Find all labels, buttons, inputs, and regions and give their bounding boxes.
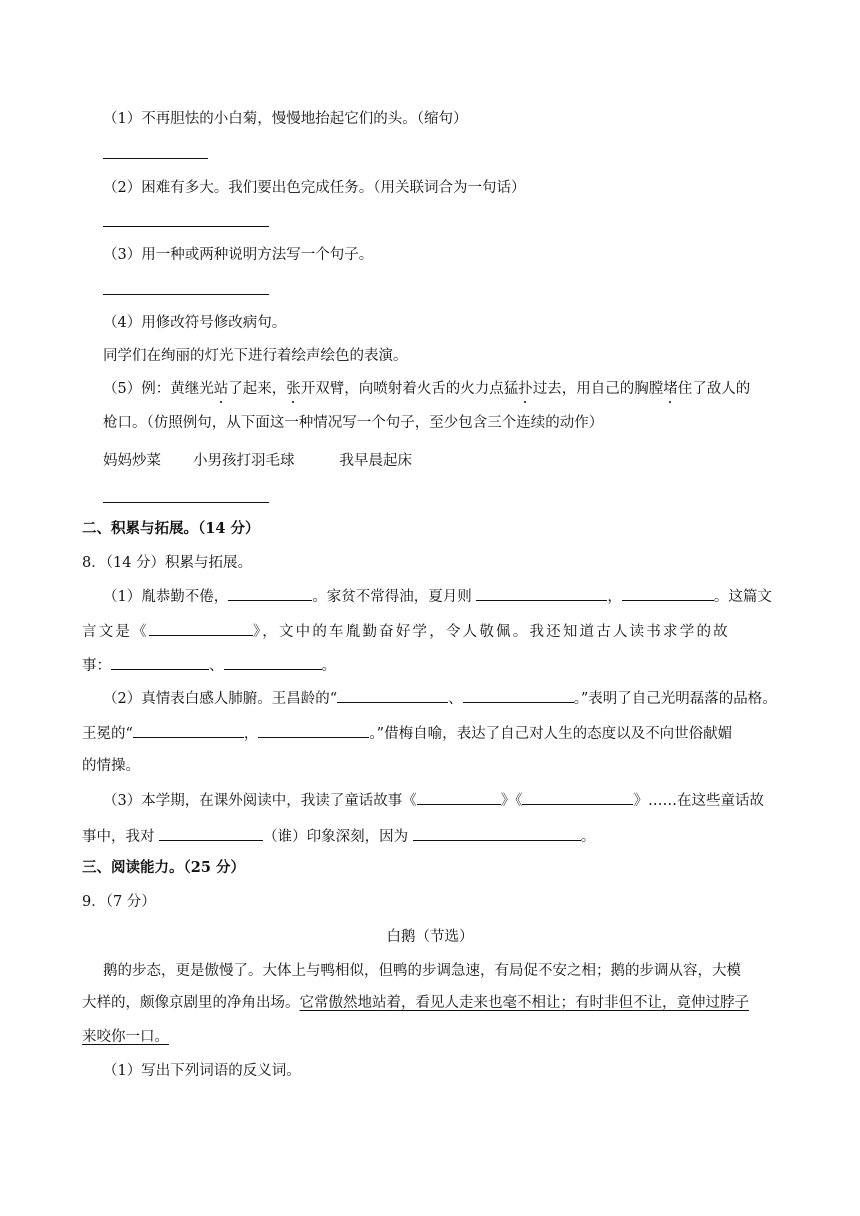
text: 》《 bbox=[500, 793, 523, 809]
text: （5）例：黄继光 bbox=[103, 381, 214, 397]
answer-blank[interactable] bbox=[522, 790, 633, 805]
text: 了起来， bbox=[228, 381, 287, 397]
answer-blank[interactable] bbox=[149, 621, 253, 636]
text: 。 bbox=[580, 829, 596, 845]
section-2-title: 二、积累与拓展。（14 分） bbox=[82, 520, 260, 537]
q7-item-2: （2）困难有多大。我们要出色完成任务。（用关联词合为一句话） bbox=[103, 180, 526, 196]
q9-header: 9．（7 分） bbox=[82, 894, 156, 910]
dotted-char: 扑 bbox=[518, 381, 533, 397]
answer-blank[interactable] bbox=[476, 586, 607, 601]
text: （1）胤恭勤不倦， bbox=[103, 589, 229, 605]
q8-part-2-line-3: 的情操。 bbox=[82, 758, 140, 774]
text: 。”借梅自喻，表达了自己对人生的态度以及不向世俗献媚 bbox=[369, 726, 733, 742]
text: （2）真情表白感人肺腑。王昌龄的“ bbox=[103, 691, 338, 707]
passage-line-2 bbox=[82, 993, 749, 1013]
text: 》，文中的车胤勤奋好学，令人敬佩。我还知道古人读书求学的故 bbox=[252, 624, 730, 640]
q7-item-1: （1）不再胆怯的小白菊，慢慢地抬起它们的头。（缩句） bbox=[103, 111, 468, 127]
text: 》……在这些童话故 bbox=[633, 793, 764, 809]
text: 住了敌人的 bbox=[677, 381, 751, 397]
answer-blank[interactable] bbox=[159, 826, 263, 841]
answer-blank[interactable] bbox=[417, 790, 501, 805]
answer-line[interactable] bbox=[103, 294, 269, 295]
text: 王冕的“ bbox=[82, 726, 133, 742]
text: 言文是《 bbox=[82, 624, 149, 640]
text: 。家贫不常得油，夏月则 bbox=[312, 589, 477, 605]
answer-blank[interactable] bbox=[622, 586, 714, 601]
q8-part-3-line-2 bbox=[82, 826, 595, 847]
text: 过去，用自己的胸膛 bbox=[532, 381, 664, 397]
q7-options bbox=[103, 451, 412, 471]
section-3-title: 三、阅读能力。（25 分） bbox=[82, 859, 245, 876]
text: 、 bbox=[448, 691, 463, 707]
text: 事： bbox=[82, 658, 111, 674]
answer-blank[interactable] bbox=[111, 655, 209, 670]
underlined-sentence: 来咬你一口。 bbox=[82, 1029, 169, 1045]
text: ， bbox=[607, 589, 622, 605]
dotted-char: 张 bbox=[286, 381, 301, 397]
option: 我早晨起床 bbox=[339, 453, 412, 469]
q7-item-5 bbox=[103, 379, 750, 399]
passage-line-1: 鹅的步态，更是傲慢了。大体上与鸭相似，但鸭的步调急速，有局促不安之相；鹅的步调从容，大模 bbox=[103, 963, 741, 979]
q8-part-1-line-2 bbox=[82, 621, 730, 642]
text: 大样的，颇像京剧里的净角出场。 bbox=[82, 995, 300, 1011]
q8-part-1-line-3 bbox=[82, 655, 336, 676]
answer-line[interactable] bbox=[103, 158, 208, 159]
q8-part-2-line-2 bbox=[82, 723, 732, 744]
answer-line[interactable] bbox=[103, 502, 269, 503]
answer-line[interactable] bbox=[103, 226, 269, 227]
text: 、 bbox=[209, 658, 224, 674]
q7-item-4-sentence: 同学们在绚丽的灯光下进行着绘声绘色的表演。 bbox=[103, 348, 408, 364]
q7-item-3: （3）用一种或两种说明方法写一个句子。 bbox=[103, 247, 374, 263]
text: 。 bbox=[321, 658, 336, 674]
answer-blank[interactable] bbox=[413, 826, 581, 841]
text: （谁）印象深刻，因为 bbox=[263, 829, 413, 845]
option: 小男孩打羽毛球 bbox=[193, 453, 295, 469]
q7-item-5-line2: 枪口。（仿照例句，从下面这一种情况写一个句子，至少包含三个连续的动作） bbox=[103, 415, 604, 431]
underlined-sentence: 它常傲然地站着，看见人走来也毫不相让；有时非但不让，竟伸过脖子 bbox=[299, 995, 749, 1011]
text: 。这篇文 bbox=[713, 589, 772, 605]
passage-title: 白鹅（节选） bbox=[386, 929, 474, 945]
q8-part-1-line-1 bbox=[103, 586, 772, 607]
text: 事中，我对 bbox=[82, 829, 160, 845]
q7-item-4: （4）用修改符号修改病句。 bbox=[103, 315, 287, 331]
q9-sub-1: （1）写出下列词语的反义词。 bbox=[103, 1063, 301, 1079]
answer-blank[interactable] bbox=[228, 586, 312, 601]
passage-line-3 bbox=[82, 1027, 169, 1047]
option: 妈妈炒菜 bbox=[103, 453, 161, 469]
text: ， bbox=[243, 726, 259, 742]
q8-part-2-line-1 bbox=[103, 688, 777, 709]
answer-blank[interactable] bbox=[337, 688, 448, 703]
answer-blank[interactable] bbox=[258, 723, 369, 738]
q8-header: 8．（14 分）积累与拓展。 bbox=[82, 555, 253, 571]
q8-part-3-line-1 bbox=[103, 790, 764, 811]
answer-blank[interactable] bbox=[133, 723, 244, 738]
dotted-char: 站 bbox=[213, 381, 229, 397]
answer-blank[interactable] bbox=[463, 688, 574, 703]
dotted-char: 堵 bbox=[663, 381, 678, 397]
answer-blank[interactable] bbox=[224, 655, 322, 670]
text: （3）本学期，在课外阅读中，我读了童话故事《 bbox=[103, 793, 417, 809]
text: 开双臂，向喷射着火舌的火力点猛 bbox=[300, 381, 519, 397]
text: 。”表明了自己光明磊落的品格。 bbox=[573, 691, 777, 707]
